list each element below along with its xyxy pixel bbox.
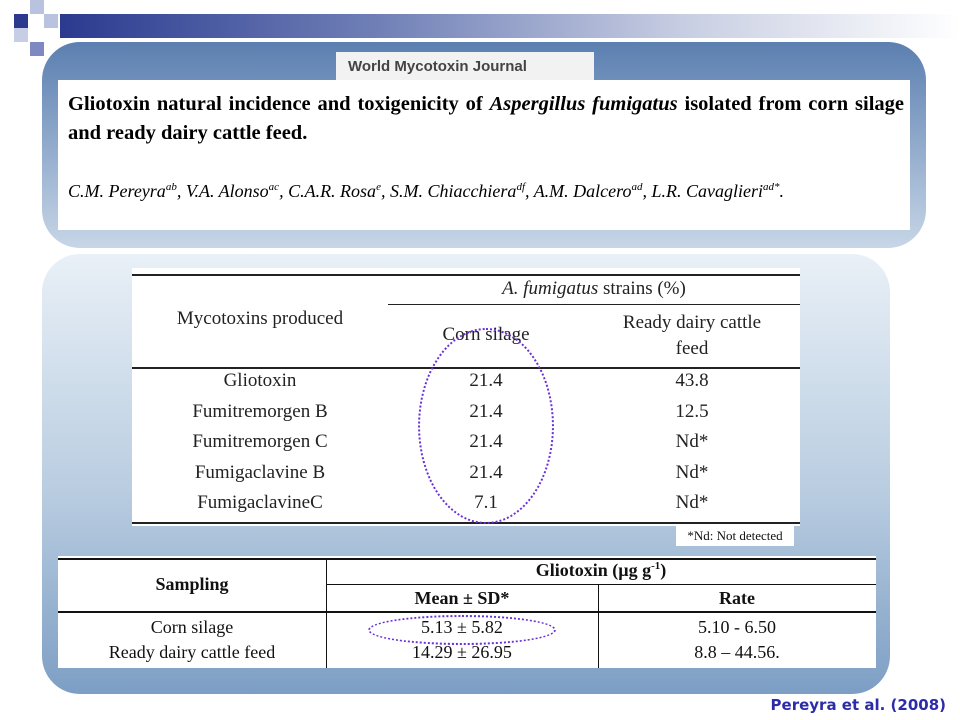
table1-col-corn-silage: Corn silage [442,324,530,345]
author-affiliation: ab [165,181,177,193]
table2-col-mean: Mean ± SD* [414,588,510,608]
paper-title: Gliotoxin natural incidence and toxigenicity of Aspergillus fumigatus isolated from corn silage and ready dairy cattle feed. [68,93,904,144]
table1-cell-feed: 43.8 [675,370,709,391]
table2-row-header: Sampling [155,574,229,594]
highlight-oval-corn-silage [418,328,554,524]
table2-col-rate: Rate [719,588,755,608]
table1-group-header: A. fumigatus strains (%) [502,278,686,299]
table1-row-header: Mycotoxins produced [176,308,344,329]
table2-cell-mean: 5.13 ± 5.82 [421,617,503,637]
author-affiliation: ac [268,181,280,193]
table1-cell-feed: Nd* [675,431,709,452]
table1-footnote: *Nd: Not detected [676,526,794,546]
table1-cell-corn: 21.4 [469,370,503,391]
table2-cell-sample: Ready dairy cattle feed [108,642,276,662]
table1-cell-corn: 21.4 [469,461,503,483]
citation: Pereyra et al. (2008) [770,696,946,714]
deco-square-dark [14,14,28,28]
table1-cell-mycotoxin: Gliotoxin [223,370,297,391]
table1-col-feed: Ready dairy cattle feed [622,312,762,359]
deco-square-mid [30,42,44,56]
table1-cell-corn: 7.1 [474,492,498,513]
table2-cell-rate: 8.8 – 44.56. [694,642,780,662]
author: A.M. Dalcero [533,181,632,201]
table1-cell-feed: Nd* [675,461,709,483]
header-gradient-bar [60,14,960,38]
deco-square-mid [14,28,28,42]
deco-square-light [44,14,58,28]
paper-authors: C.M. Pereyra$^{ab}$, V.A. Alonso$^{ac}$, C.A.R. Rosa$^e$, S.M. Chiacchiera$^{df}$, A.M. Dalcero$^{ad}$, L.R. Cavaglieri$^{ad*}$. [68,181,784,201]
table1-cell-corn: 21.4 [469,400,503,422]
table2-cell-sample: Corn silage [150,617,234,637]
table1-cell-mycotoxin: Fumitremorgen C [192,431,328,452]
table1-cell-mycotoxin: FumigaclavineC [197,492,323,513]
author-affiliation: e [376,181,381,193]
table1-cell-mycotoxin: Fumitremorgen B [192,400,328,422]
author: V.A. Alonso [185,181,269,201]
author-affiliation: ad* [763,181,780,193]
author-affiliation: df [516,181,525,193]
table2-cell-mean: 14.29 ± 26.95 [412,642,512,662]
paper-header [58,80,910,230]
highlight-oval-mean [368,615,556,645]
author: C.M. Pereyra [68,181,166,201]
author: L.R. Cavaglieri [651,181,763,201]
journal-name: World Mycotoxin Journal [336,52,594,82]
table1-cell-corn: 21.4 [469,431,503,452]
table-rule-top [132,274,800,276]
table2-cell-rate: 5.10 - 6.50 [698,617,776,637]
table1-cell-feed: 12.5 [675,400,709,422]
author: C.A.R. Rosa [288,181,377,201]
paper-title-species: Aspergillus fumigatus [489,93,678,115]
author-affiliation: ad [631,181,643,193]
deco-square-light [30,0,44,14]
table-rule-group [326,584,876,585]
table2-group-header: Gliotoxin (µg $g^{-1}$) [535,560,667,580]
table1-cell-feed: Nd* [675,492,709,513]
table-rule-bottom [132,522,800,524]
gliotoxin-table [58,556,876,668]
author: S.M. Chiacchiera [389,181,517,201]
table1-cell-mycotoxin: Fumigaclavine B [194,461,326,483]
table-rule-group [388,304,800,305]
table-rule-header [58,611,876,613]
